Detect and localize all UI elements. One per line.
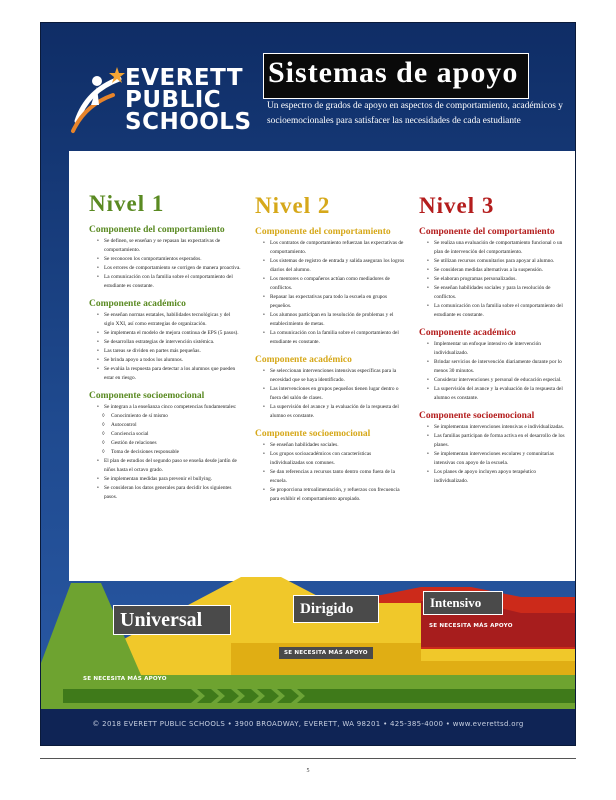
list-item: • Se implementa el modelo de mejora continua de EPS (5 pasos). xyxy=(99,329,241,338)
need-more-support-label-3: SE NECESITA MÁS APOYO xyxy=(429,623,513,629)
list-item: • Se enseñan normas estatales, habilidades tecnológicas y del siglo XXI, así como estrategias de organización. xyxy=(99,311,241,329)
level-title: Nivel 1 xyxy=(89,191,165,216)
list-item: • Brindar servicios de intervención diariamente durante por lo menos 30 minutos. xyxy=(429,358,571,376)
component-list xyxy=(89,311,241,383)
need-more-support-label-2: SE NECESITA MÁS APOYO xyxy=(279,647,373,659)
logo-wordmark xyxy=(125,67,252,133)
list-item: • La comunicación con la familia sobre el comportamiento del estudiante es constante. xyxy=(429,302,571,320)
component-heading: Componente del comportamiento xyxy=(419,227,555,237)
list-item: • Se desarrollan estrategias de intervención sistémica. xyxy=(99,338,241,347)
list-item: • Las familias participan de forma activa en el desarrollo de los planes. xyxy=(429,432,571,450)
list-item: • La comunicación con la familia sobre el comportamiento del estudiante es constante. xyxy=(99,273,241,291)
component-list xyxy=(255,441,407,504)
list-item: • Se consideran los datos generales para decidir los siguientes pasos. xyxy=(99,484,241,502)
list-item: • Los alumnos participan en la resolución de problemas y el establecimiento de metas. xyxy=(265,311,407,329)
list-item: • Repasar las expectativas para todo la escuela en grupos pequeños. xyxy=(265,293,407,311)
list-item: • Se proporciona retroalimentación, y refuerzos con frecuencia para exhibir el comportamiento apropiado. xyxy=(265,486,407,504)
level-title: Nivel 2 xyxy=(255,193,331,218)
star-figure-icon xyxy=(67,61,127,141)
list-item: • La supervisión del avance y la evaluación de la respuesta del alumno es constante. xyxy=(265,403,407,421)
component-list xyxy=(255,239,407,347)
list-item: • Se integran a la enseñanza cinco competencias fundamentales: xyxy=(99,403,241,412)
footer-text: © 2018 EVERETT PUBLIC SCHOOLS • 3900 BROADWAY, EVERETT, WA 98201 • 425-385-4000 • www.everettsd.org xyxy=(92,720,524,728)
tier-graphic xyxy=(41,563,575,713)
list-item: ◊ Gestión de relaciones xyxy=(99,439,241,448)
list-item: ◊ Autocontrol xyxy=(99,421,241,430)
component-heading: Componente socioemocional xyxy=(89,391,205,401)
list-item: • Se dan referencias a recursos tanto dentro como fuera de la escuela. xyxy=(265,468,407,486)
tier-universal-label xyxy=(113,605,231,635)
page-subtitle: Un espectro de grados de apoyo en aspectos de comportamiento, académicos y socioemocionales para satisfacer las necesidades de cada estudiante xyxy=(267,101,563,126)
list-item: • Los contratos de comportamiento refuerzan las expectativas de comportamiento. xyxy=(265,239,407,257)
tier-intensivo-text: Intensivo xyxy=(430,595,482,610)
list-item: • Se implementan medidas para prevenir el bullying. xyxy=(99,475,241,484)
tier-intensivo-label xyxy=(423,591,503,615)
logo-line-1: EVERETT xyxy=(125,65,244,91)
list-item: • Se realiza una evaluación de comportamiento funcional o un plan de intervención del comportamiento. xyxy=(429,239,571,257)
component-list xyxy=(419,340,571,403)
logo-line-2: PUBLIC xyxy=(125,87,222,113)
component-heading: Componente del comportamiento xyxy=(255,227,391,237)
arrow-track xyxy=(63,689,575,703)
list-item: • Los mentores o compañeros actúan como mediadores de conflictos. xyxy=(265,275,407,293)
list-item: • La comunicación con la familia sobre el comportamiento del estudiante es constante. xyxy=(265,329,407,347)
tier-universal-text: Universal xyxy=(120,609,203,631)
list-item: • Se enseñan habilidades sociales. xyxy=(265,441,407,450)
list-item: • Implementar un enfoque intensivo de intervención individualizado. xyxy=(429,340,571,358)
level-2-column xyxy=(255,151,407,504)
list-item: ◊ Conocimiento de sí mismo xyxy=(99,412,241,421)
list-item: • Se evalúa la respuesta para detectar a los alumnos que pueden estar en riesgo. xyxy=(99,365,241,383)
component-heading: Componente académico xyxy=(419,328,516,338)
flyer-frame xyxy=(40,22,576,746)
list-item: • Se utilizan recursos comunitarios para apoyar al alumno. xyxy=(429,257,571,266)
list-item: ◊ Conciencia social xyxy=(99,430,241,439)
list-item: • Se definen, se enseñan y se repasan las expectativas de comportamiento. xyxy=(99,237,241,255)
page-title: Sistemas de apoyo xyxy=(268,56,519,89)
list-item: • Se implementan intervenciones escolares y comunitarias intensivas con apoyo de la escuela. xyxy=(429,450,571,468)
component-heading: Componente socioemocional xyxy=(419,411,535,421)
component-heading: Componente académico xyxy=(255,355,352,365)
component-list xyxy=(419,423,571,486)
tier-dirigido-label xyxy=(293,595,379,623)
title-box xyxy=(263,53,529,99)
level-1-column xyxy=(89,151,241,502)
list-item: • Los sistemas de registro de entrada y salida aseguran los logros diarios del alumno. xyxy=(265,257,407,275)
list-item: • Se elaboran programas personalizados. xyxy=(429,275,571,284)
list-item: ◊ Toma de decisiones responsable xyxy=(99,448,241,457)
need-more-support-label-1: SE NECESITA MÁS APOYO xyxy=(83,676,167,682)
list-item: • Las intervenciones en grupos pequeños tienen lugar dentro o fuera del salón de clases. xyxy=(265,385,407,403)
level-3-column xyxy=(419,151,571,486)
logo-line-3: SCHOOLS xyxy=(125,109,252,135)
page-number: 5 xyxy=(306,768,310,774)
list-item: • La supervisión del avance y la evaluación de la respuesta del alumno es constante. xyxy=(429,385,571,403)
component-heading: Componente del comportamiento xyxy=(89,225,225,235)
component-heading: Componente académico xyxy=(89,299,186,309)
level-title: Nivel 3 xyxy=(419,193,495,218)
list-item: • Se enseñan habilidades sociales y para la resolución de conflictos. xyxy=(429,284,571,302)
everett-logo xyxy=(67,61,257,157)
list-item: • El plan de estudios del segundo paso se enseña desde jardín de niños hasta el octavo grado. xyxy=(99,457,241,475)
component-list xyxy=(419,239,571,320)
list-item: • Se reconocen los comportamientos esperados. xyxy=(99,255,241,264)
component-list xyxy=(89,403,241,502)
page-rule xyxy=(40,758,576,759)
list-item: • Las tareas se dividen en partes más pequeñas. xyxy=(99,347,241,356)
list-item: • Considerar intervenciones y personal de educación especial. xyxy=(429,376,571,385)
component-heading: Componente socioemocional xyxy=(255,429,371,439)
list-item: • Se brinda apoyo a todos los alumnos. xyxy=(99,356,241,365)
component-list xyxy=(255,367,407,421)
component-list xyxy=(89,237,241,291)
levels-panel xyxy=(69,151,575,581)
list-item: • Los errores de comportamiento se corrigen de manera proactiva. xyxy=(99,264,241,273)
list-item: • Los planes de apoyo incluyen apoyo terapéutico individualizado. xyxy=(429,468,571,486)
list-item: • Los grupos socioacadémicos con características individualizadas son comunes. xyxy=(265,450,407,468)
tier-dirigido-text: Dirigido xyxy=(300,601,354,617)
list-item: • Se consideran medidas alternativas a la suspensión. xyxy=(429,266,571,275)
list-item: • Se seleccionan intervenciones intensivas específicas para la necesidad que se haya identificado. xyxy=(265,367,407,385)
list-item: • Se implementan intervenciones intensivas e individualizadas. xyxy=(429,423,571,432)
